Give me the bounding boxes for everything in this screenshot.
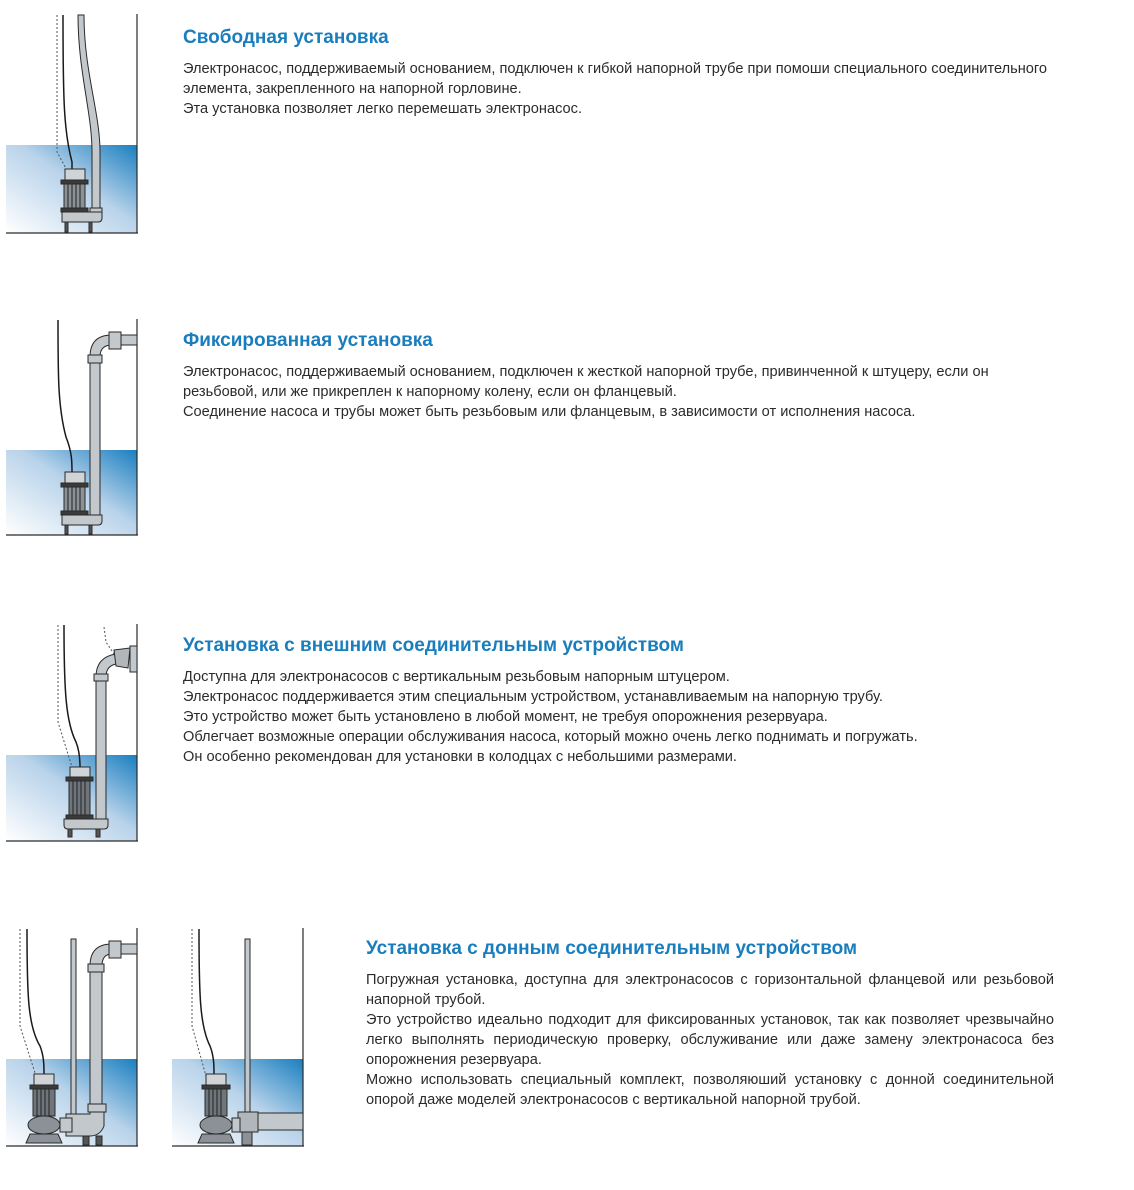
section-description: [183, 59, 1058, 119]
guide-rail: [245, 939, 250, 1119]
guide-rail: [71, 939, 76, 1119]
cable: [58, 320, 72, 472]
chain-icon: [20, 929, 36, 1076]
section-title: Свободная установка: [183, 27, 389, 48]
section-title: Фиксированная установка: [183, 330, 433, 351]
cable: [27, 929, 44, 1074]
section-free-installation: [183, 27, 1058, 119]
description-line: Доступна для электронасосов с вертикальным резьбовым напорным штуцером.: [183, 669, 730, 685]
illustration-bottom-coupling-riser: [6, 926, 141, 1150]
description-line: Электронасос, поддерживаемый основанием, подключен к жесткой напорной трубе, привинченной к штуцеру, если он резьбовой, или же прикреплен к напорному колену, если он фланцевый.: [183, 364, 989, 400]
illustration-free-installation: [6, 12, 141, 237]
illustration-external-coupling: [6, 622, 141, 844]
section-external-coupling: [183, 635, 1058, 767]
section-description: [183, 362, 1058, 422]
illustration-fixed-installation: [6, 317, 141, 539]
description-line: Электронасос поддерживается этим специальным устройством, устанавливаемым на напорную трубу.: [183, 689, 883, 705]
section-description: [366, 970, 1054, 1110]
illustration-bottom-coupling-horizontal: [172, 926, 307, 1150]
description-line: Эта установка позволяет легко перемешать электронасос.: [183, 101, 583, 117]
water-area: [172, 1059, 303, 1146]
description-line: Облегчает возможные операции обслуживания насоса, который можно очень легко поднимать и погружать.: [183, 729, 918, 745]
section-title: Установка с внешним соединительным устройством: [183, 635, 684, 656]
section-title: Установка с донным соединительным устройством: [366, 938, 858, 959]
section-bottom-coupling: [366, 938, 1054, 1110]
cable: [199, 929, 214, 1074]
description-line: Это устройство идеально подходит для фиксированных установок, так как позволяет чрезвычайно легко выполнять периодическую проверку, обслуживание или даже замену электронасоса без опорожнения резервуара.: [366, 1012, 1054, 1068]
description-line: Погружная установка, доступна для электронасосов с горизонтальной фланцевой или резьбовой напорной трубой.: [366, 972, 1054, 1008]
description-line: Это устройство может быть установлено в любой момент, не требуя опорожнения резервуара.: [183, 709, 828, 725]
description-line: Можно использовать специальный комплект, позволяюший установку с донной соединительной опорой даже моделей электронасосов с вертикальной напорной трубой.: [366, 1072, 1054, 1108]
description-line: Электронасос, поддерживаемый основанием, подключен к гибкой напорной трубе при помоши специального соединительного элемента, закрепленного на напорной горловине.: [183, 61, 1048, 97]
section-description: [183, 667, 1058, 767]
section-fixed-installation: [183, 330, 1058, 422]
description-line: Соединение насоса и трубы может быть резьбовым или фланцевым, в зависимости от исполнения насоса.: [183, 404, 916, 420]
cable: [64, 625, 80, 767]
description-line: Он особенно рекомендован для установки в колодцах с небольшими размерами.: [183, 749, 737, 765]
